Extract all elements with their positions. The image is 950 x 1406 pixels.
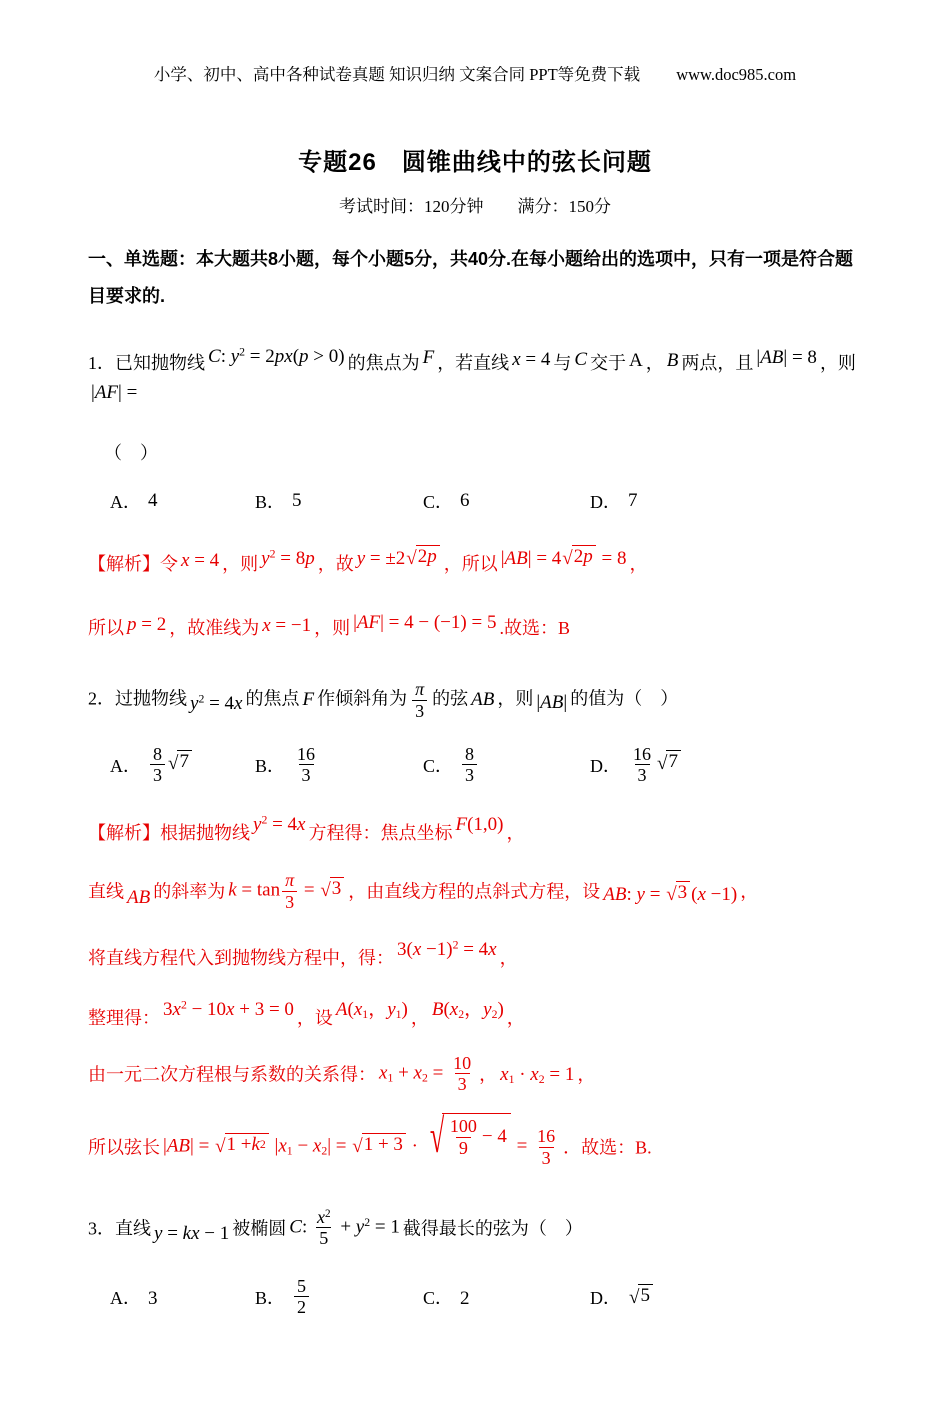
q2-solution-line-3: 将直线方程代入到抛物线方程中，得： $3(x -1)^2 = 4x$ ， — [88, 938, 518, 968]
option-value: $\frac{8}{3}$ √ 7 — [145, 744, 196, 787]
option-label: B． — [255, 755, 286, 776]
site-url: www.doc985.com — [676, 65, 797, 84]
q1-solution-line-2: 所以 p = 2 ，故准线为 x = −1 ，则 |AF| = 4 − (−1) = 5 .故选：B — [88, 612, 570, 639]
option-label: C． — [423, 755, 454, 776]
option-value: $\frac{16}{3}$ — [297, 743, 316, 786]
q1-option-d — [590, 488, 862, 514]
option-value: √ 5 — [625, 1284, 657, 1309]
q1-options — [88, 488, 862, 514]
q3-option-b — [255, 1276, 423, 1319]
option-label: C． — [423, 1287, 454, 1308]
q2-option-b — [255, 744, 423, 787]
q2-solution-line-1: 【解析】根据抛物线 $y^2 = 4x$ 方程得：焦点坐标 F(1,0) ， — [88, 813, 525, 844]
q3-options — [88, 1276, 862, 1319]
q2-option-c — [423, 744, 590, 787]
option-value: $\frac{8}{3}$ — [457, 744, 482, 787]
q2-solution-line-6: 所以弦长 |AB| = √ 1 + k 2 $|x_1 - x_2|$ = √ 1 + 3 · √ $\frac{100}{9}$ − 4 = $\frac{16}{3}$ ．故选：B. — [88, 1110, 652, 1168]
q3-option-a — [110, 1283, 255, 1310]
option-label: D． — [590, 1287, 621, 1308]
q2-option-d — [590, 744, 862, 787]
q1-stem: 1．已知抛物线 C: $y^2 = 2px(p > 0)$ 的焦点为 F ，若直线 x = 4 与 C 交于 A ， B 两点，且 |AB| = 8 ，则|AF| = — [88, 345, 856, 403]
header-promo-text: 小学、初中、高中各种试卷真题 知识归纳 文案合同 PPT等免费下载 — [153, 65, 641, 84]
q2-solution-line-5: 由一元二次方程根与系数的关系得： $x_1 + x_2$ = $\frac{10}{3}$ ， $x_1 \cdot x_2 = 1$ ， — [88, 1052, 596, 1095]
option-value: 7 — [628, 489, 638, 511]
option-label: D． — [590, 755, 621, 776]
q2-solution-line-4: 整理得： $3x^2 - 10x + 3 = 0$ ，设 $A(x_1$，$y_1$) ， $B(x_2$，$y_2$) ， — [88, 998, 525, 1028]
document-page — [0, 62, 950, 1318]
page-header — [88, 62, 862, 88]
page-title: 专题26 圆锥曲线中的弦长问题 — [298, 149, 652, 177]
option-value: $\frac{16}{3}$ √ 7 — [625, 744, 685, 787]
q3-stem: 3．直线 y = kx − 1 被椭圆 C: $\frac{x^2}{5}$ + $y^2 = 1$ 截得最长的弦为（ ） — [88, 1206, 583, 1249]
option-label: B． — [255, 1287, 286, 1308]
option-label: A． — [110, 491, 141, 512]
q3-option-c — [423, 1283, 590, 1310]
option-value: 6 — [460, 489, 470, 511]
q1-answer-paren: （ ） — [104, 442, 158, 463]
q2-stem: 2．过抛物线 $y^2 = 4x$ 的焦点 F 作倾斜角为 $\frac{\pi}{3}$ 的弦 AB ，则 |AB| 的值为（ ） — [88, 679, 679, 721]
q2-options — [88, 744, 862, 787]
option-label: C． — [423, 491, 454, 512]
q1-option-c — [423, 488, 590, 514]
exam-info: 考试时间：120分钟 满分：150分 — [339, 197, 611, 217]
option-label: A． — [110, 1287, 141, 1308]
option-value: 2 — [460, 1288, 470, 1310]
q1-option-b — [255, 488, 423, 514]
section-heading: 一、单选题：本大题共8小题，每个小题5分，共40分.在每小题给出的选项中，只有一项是符合题目要求的. — [88, 248, 854, 307]
option-value: 3 — [148, 1288, 158, 1310]
option-label: D． — [590, 491, 621, 512]
option-label: B． — [255, 491, 286, 512]
option-value: 5 — [292, 489, 302, 511]
q2-option-a — [110, 744, 255, 787]
q3-option-d — [590, 1284, 862, 1310]
q1-option-a — [110, 488, 255, 514]
q1-solution-line-1: 【解析】令 x = 4 ，则 $y^2 = 8p$ ，故 y = ±2 √ 2 p ，所以 |AB| = 4 √ 2 p = 8 ， — [88, 545, 648, 574]
option-value: $\frac{5}{2}$ — [289, 1276, 314, 1319]
option-value: 4 — [148, 489, 158, 511]
q2-solution-line-2: 直线 AB 的斜率为 k = tan $\frac{\pi}{3}$ = √ 3 ，由直线方程的点斜式方程，设 AB: y = √ 3 (x −1) ， — [88, 869, 759, 912]
option-label: A． — [110, 755, 141, 776]
